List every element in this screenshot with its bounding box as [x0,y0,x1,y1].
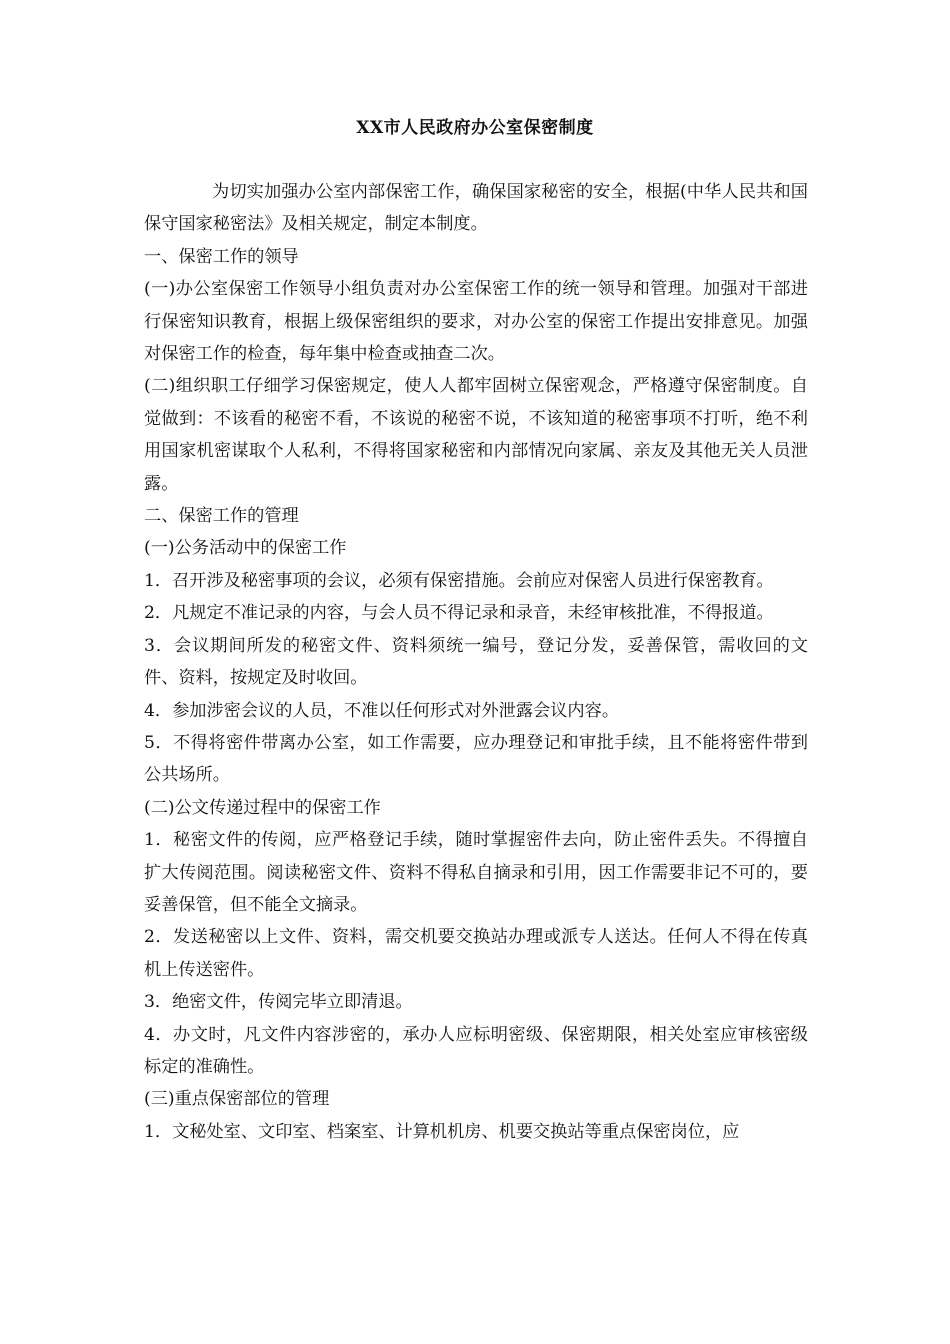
list-item: 1．召开涉及秘密事项的会议，必须有保密措施。会前应对保密人员进行保密教育。 [144,570,774,591]
list-item: 3．会议期间所发的秘密文件、资料须统一编号，登记分发，妥善保管，需收回的文件、资料，按规定及时收回。 [144,635,808,689]
list-item: 4．参加涉密会议的人员，不准以任何形式对外泄露会议内容。 [144,700,620,721]
list-item: 4．办文时，凡文件内容涉密的，承办人应标明密级、保密期限，相关处室应审核密级标定的准确性。 [144,1024,808,1077]
paragraph: (一)办公室保密工作领导小组负责对办公室保密工作的统一领导和管理。加强对干部进行保密知识教育，根据上级保密组织的要求，对办公室的保密工作提出安排意见。加强对保密工作的检查，每年集中检查或抽查二次。 [144,279,808,365]
list-item: 2．发送秘密以上文件、资料，需交机要交换站办理或派专人送达。任何人不得在传真机上传送密件。 [144,927,808,980]
document-body [144,176,808,1148]
list-item: 3．绝密文件，传阅完毕立即清退。 [144,992,413,1013]
subsection-heading: (三)重点保密部位的管理 [144,1089,330,1110]
list-item: 1．文秘处室、文印室、档案室、计算机机房、机要交换站等重点保密岗位，应 [144,1121,740,1142]
subsection-heading: (二)公文传递过程中的保密工作 [144,797,381,818]
document-title: XX市人民政府办公室保密制度 [356,118,594,138]
list-item: 2．凡规定不准记录的内容，与会人员不得记录和录音，未经审核批准，不得报道。 [144,603,774,624]
subsection-heading: (一)公务活动中的保密工作 [144,538,347,559]
list-item: 5．不得将密件带离办公室，如工作需要，应办理登记和审批手续，且不能将密件带到公共场所。 [144,732,808,786]
intro-paragraph: 为切实加强办公室内部保密工作，确保国家秘密的安全，根据(中华人民共和国保守国家秘密法》及相关规定，制定本制度。 [144,182,808,235]
section-heading-2: 二、保密工作的管理 [144,506,299,527]
paragraph: (二)组织职工仔细学习保密规定，使人人都牢固树立保密观念，严格遵守保密制度。自觉做到：不该看的秘密不看，不该说的秘密不说，不该知道的秘密事项不打听，绝不利用国家机密谋取个人私利，不得将国家秘密和内部情况向家属、亲友及其他无关人员泄露。 [144,376,808,494]
section-heading-1: 一、保密工作的领导 [144,246,299,267]
list-item: 1．秘密文件的传阅，应严格登记手续，随时掌握密件去向，防止密件丢失。不得擅自扩大传阅范围。阅读秘密文件、资料不得私自摘录和引用，因工作需要非记不可的，要妥善保管，但不能全文摘录。 [144,830,808,915]
